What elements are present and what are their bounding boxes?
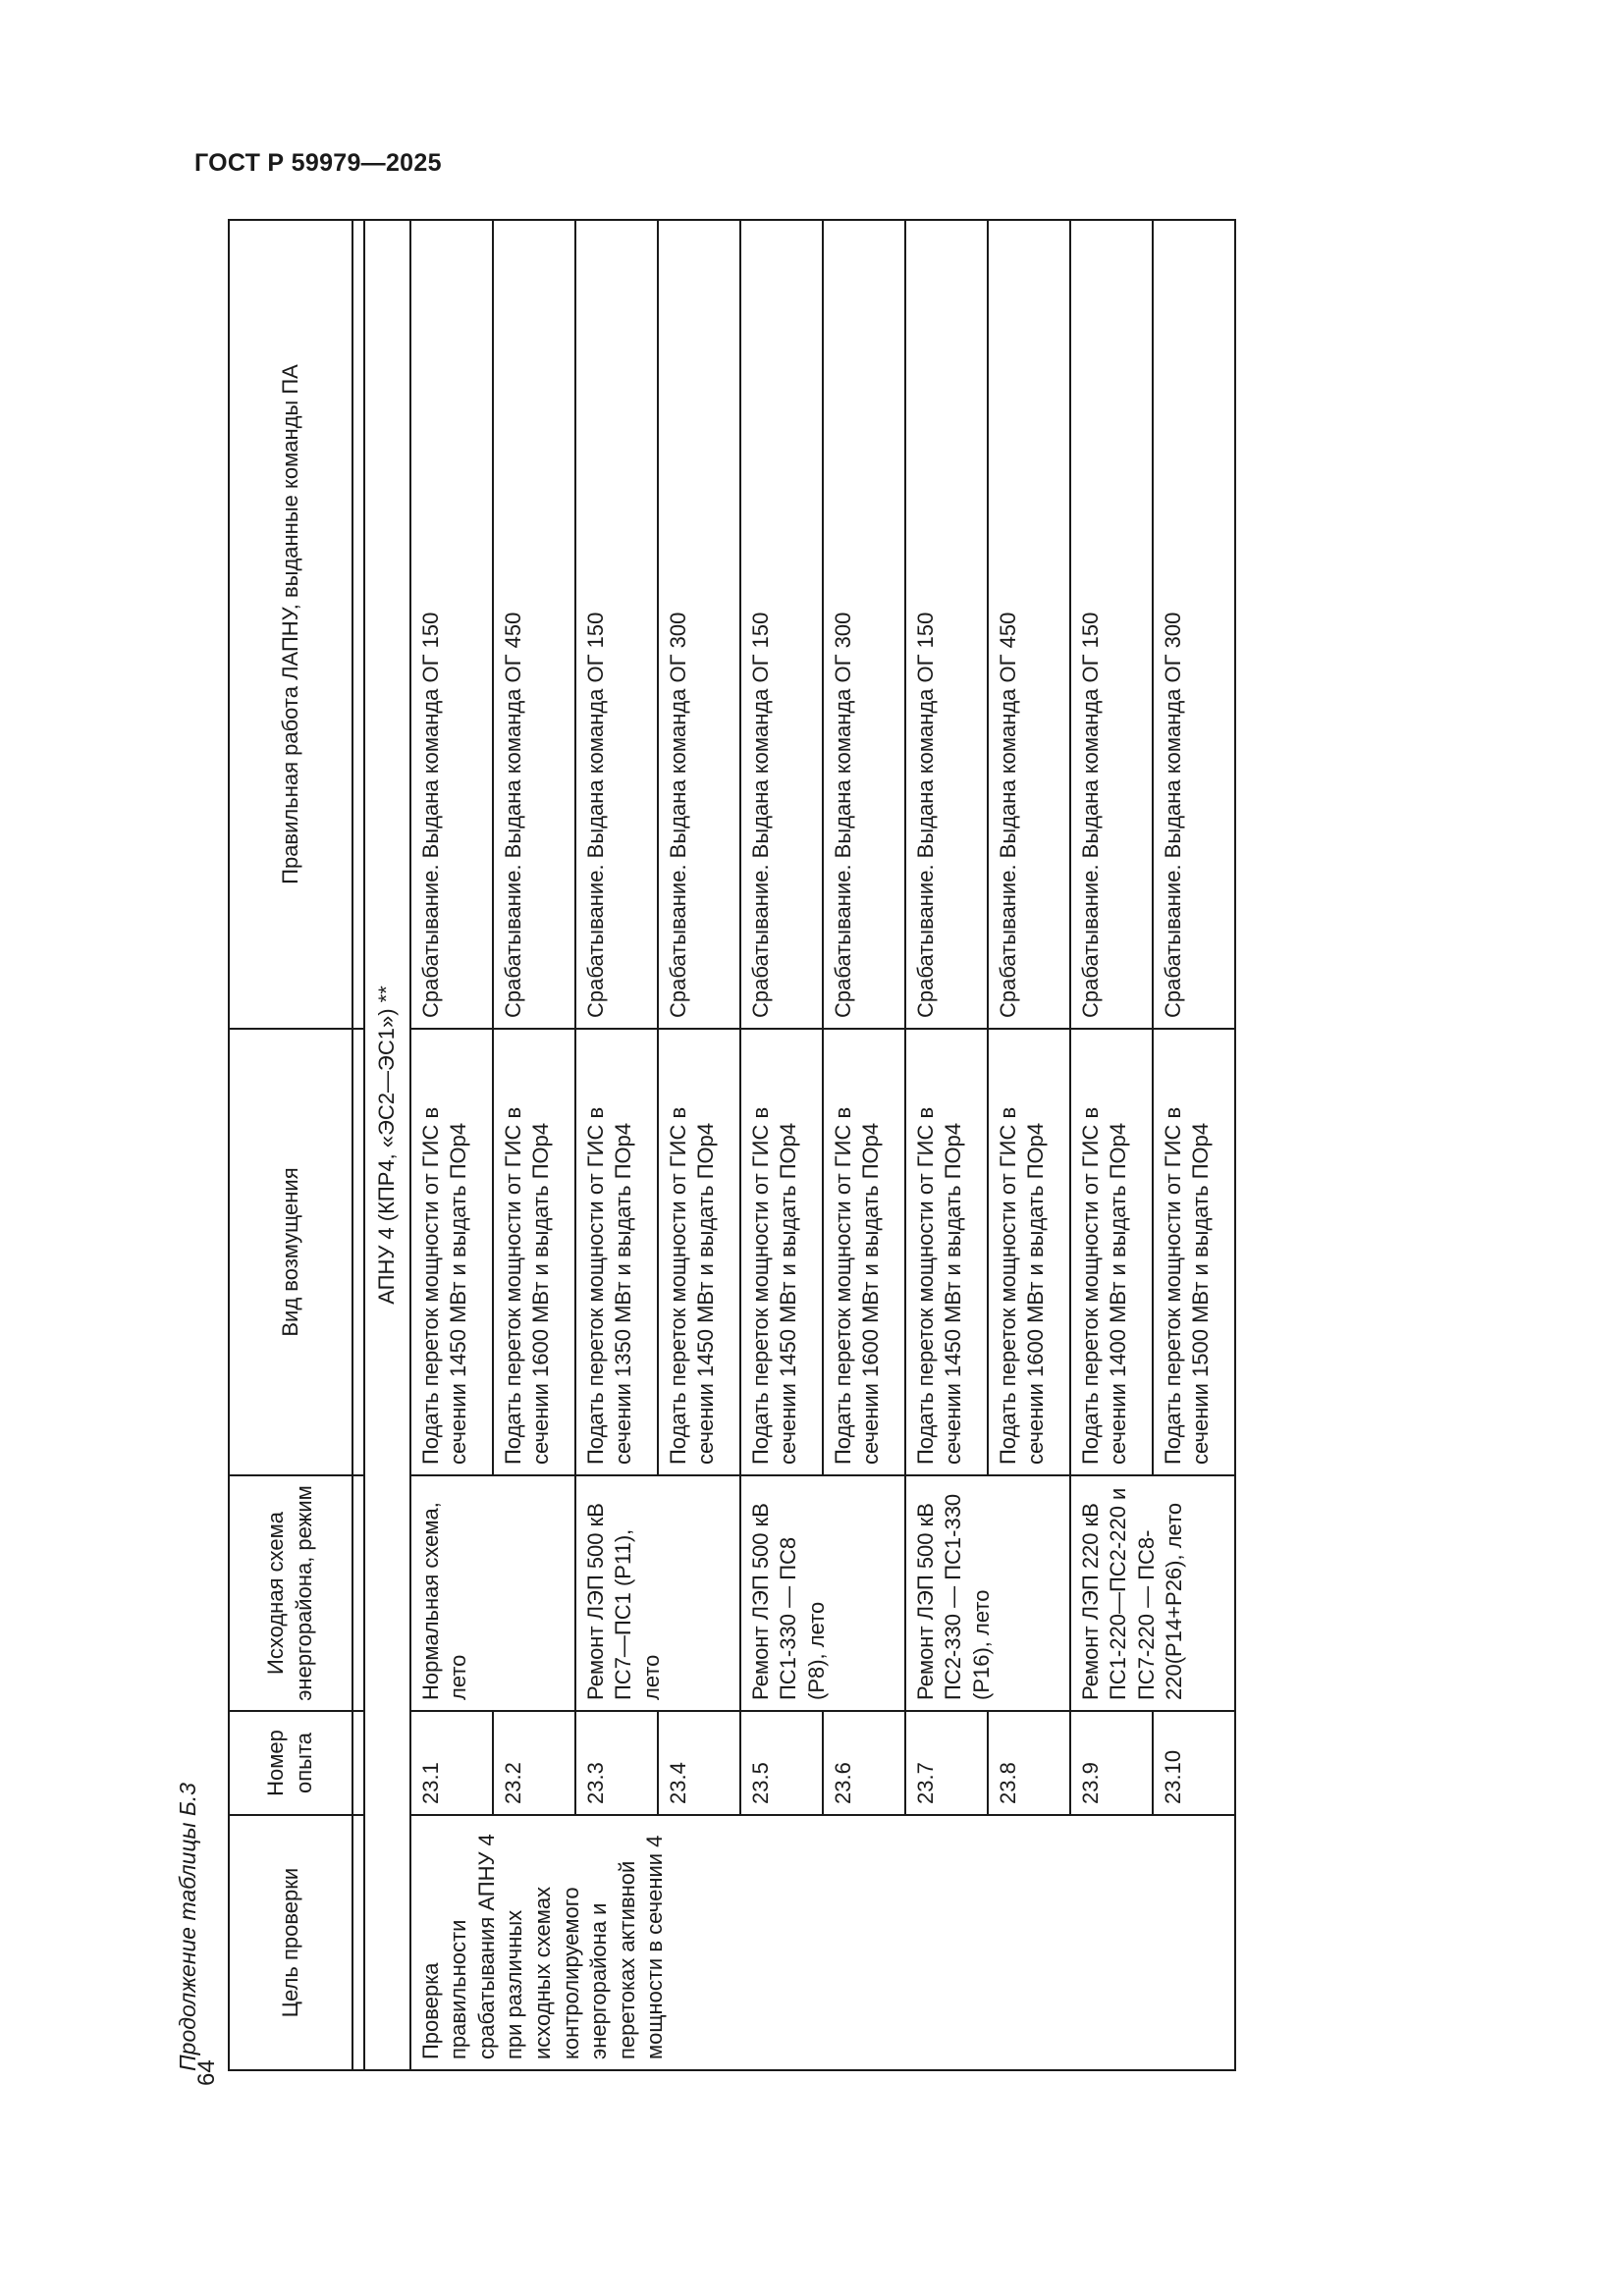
- disturbance-cell: Подать переток мощности от ГИС в сечении 1600 МВт и выдать ПОр4: [823, 1029, 905, 1475]
- disturbance-cell: Подать переток мощности от ГИС в сечении 1450 МВт и выдать ПОр4: [740, 1029, 823, 1475]
- table-caption: Продолжение таблицы Б.3: [175, 1783, 200, 2071]
- test-number-cell: 23.7: [905, 1711, 988, 1815]
- disturbance-cell: Подать переток мощности от ГИС в сечении 1600 МВт и выдать ПОр4: [988, 1029, 1070, 1475]
- disturbance-cell: Подать переток мощности от ГИС в сечении 1350 МВт и выдать ПОр4: [575, 1029, 658, 1475]
- result-cell: Срабатывание. Выдана команда ОГ 300: [823, 220, 905, 1029]
- table-header-row: [229, 220, 352, 2070]
- test-number-cell: 23.3: [575, 1711, 658, 1815]
- result-cell: Срабатывание. Выдана команда ОГ 450: [493, 220, 575, 1029]
- test-number-cell: 23.9: [1070, 1711, 1153, 1815]
- section-title: АПНУ 4 (КПР4, «ЭС2—ЭС1») **: [364, 220, 410, 2070]
- column-header-result: Правильная работа ЛАПНУ, выданные команды ПА: [229, 220, 352, 1029]
- page-number: 64: [193, 2059, 220, 2086]
- table-row: [1153, 220, 1235, 2070]
- column-header-scheme: Исходная схема энергорайона, режим: [229, 1475, 352, 1711]
- disturbance-cell: Подать переток мощности от ГИС в сечении 1450 МВт и выдать ПОр4: [658, 1029, 740, 1475]
- test-number-cell: 23.1: [410, 1711, 493, 1815]
- purpose-cell: Проверка правильности срабатывания АПНУ 4 при различных исходных схемах контролируемого энергорайона и перетоках активной мощности в сечении 4: [410, 1815, 1235, 2070]
- result-cell: Срабатывание. Выдана команда ОГ 150: [575, 220, 658, 1029]
- disturbance-cell: Подать переток мощности от ГИС в сечении 1500 МВт и выдать ПОр4: [1153, 1029, 1235, 1475]
- test-number-cell: 23.5: [740, 1711, 823, 1815]
- test-number-cell: 23.2: [493, 1711, 575, 1815]
- document-header: ГОСТ Р 59979—2025: [194, 149, 442, 177]
- column-header-test-number: Номер опыта: [229, 1711, 352, 1815]
- result-cell: Срабатывание. Выдана команда ОГ 150: [740, 220, 823, 1029]
- rotated-table-area: [175, 221, 1225, 2071]
- table-row: [493, 220, 575, 2070]
- table-section-row: [364, 220, 410, 2070]
- table-row: [740, 220, 823, 2070]
- table-row: [1070, 220, 1153, 2070]
- table-row: [575, 220, 658, 2070]
- test-number-cell: 23.4: [658, 1711, 740, 1815]
- test-number-cell: 23.8: [988, 1711, 1070, 1815]
- column-header-purpose: Цель проверки: [229, 1815, 352, 2070]
- result-cell: Срабатывание. Выдана команда ОГ 150: [410, 220, 493, 1029]
- disturbance-cell: Подать переток мощности от ГИС в сечении 1600 МВт и выдать ПОр4: [493, 1029, 575, 1475]
- table-row: [410, 220, 493, 2070]
- disturbance-cell: Подать переток мощности от ГИС в сечении 1450 МВт и выдать ПОр4: [905, 1029, 988, 1475]
- result-cell: Срабатывание. Выдана команда ОГ 150: [905, 220, 988, 1029]
- result-cell: Срабатывание. Выдана команда ОГ 150: [1070, 220, 1153, 1029]
- table-row: [658, 220, 740, 2070]
- disturbance-cell: Подать переток мощности от ГИС в сечении 1400 МВт и выдать ПОр4: [1070, 1029, 1153, 1475]
- scheme-cell: Ремонт ЛЭП 500 кВ ПС7—ПС1 (Р11), лето: [575, 1475, 740, 1711]
- test-number-cell: 23.10: [1153, 1711, 1235, 1815]
- table-row: [988, 220, 1070, 2070]
- table-row: [823, 220, 905, 2070]
- result-cell: Срабатывание. Выдана команда ОГ 300: [1153, 220, 1235, 1029]
- test-number-cell: 23.6: [823, 1711, 905, 1815]
- column-header-disturbance: Вид возмущения: [229, 1029, 352, 1475]
- result-cell: Срабатывание. Выдана команда ОГ 300: [658, 220, 740, 1029]
- scheme-cell: Ремонт ЛЭП 220 кВ ПС1-220—ПС2-220 и ПС7-220 — ПС8-220(Р14+Р26), лето: [1070, 1475, 1235, 1711]
- scheme-cell: Нормальная схема, лето: [410, 1475, 575, 1711]
- scheme-cell: Ремонт ЛЭП 500 кВ ПС2-330 — ПС1-330 (Р16), лето: [905, 1475, 1070, 1711]
- table-row: [905, 220, 988, 2070]
- disturbance-cell: Подать переток мощности от ГИС в сечении 1450 МВт и выдать ПОр4: [410, 1029, 493, 1475]
- test-table: [228, 219, 1236, 2071]
- table-gap-row: [352, 220, 364, 2070]
- result-cell: Срабатывание. Выдана команда ОГ 450: [988, 220, 1070, 1029]
- scheme-cell: Ремонт ЛЭП 500 кВ ПС1-330 — ПС8 (Р8), лето: [740, 1475, 905, 1711]
